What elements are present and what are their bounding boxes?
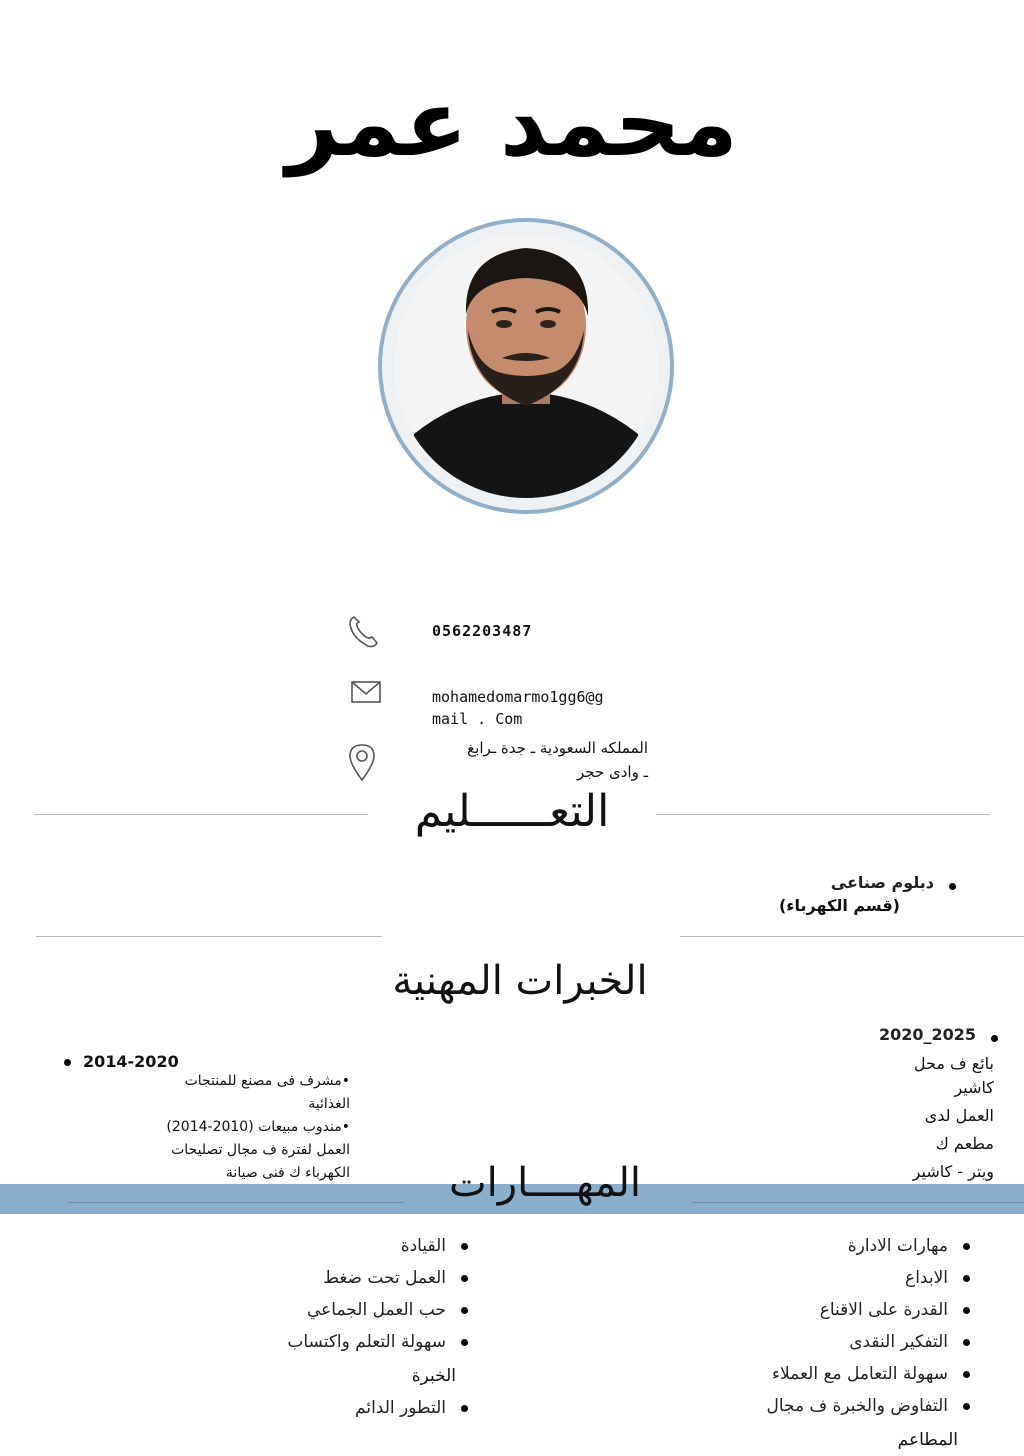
- skill-item: سهولة التعامل مع العملاء: [678, 1358, 978, 1390]
- skill-item: مهارات الادارة: [678, 1230, 978, 1262]
- skill-item: العمل تحت ضغط: [196, 1262, 476, 1294]
- experience-title: الخبرات المهنية: [392, 958, 648, 1004]
- experience-right-details: [794, 1052, 994, 1184]
- skill-item: التطور الدائم: [196, 1392, 476, 1424]
- degree: دبلوم صناعى: [830, 873, 934, 892]
- skill-item: القيادة: [196, 1230, 476, 1262]
- experience-line: العمل لفترة ف مجال تصليحات: [171, 1142, 350, 1158]
- department: (قسم الكهرباء): [778, 896, 900, 915]
- skill-item: سهولة التعلم واكتساب: [196, 1326, 476, 1358]
- skill-item: الابداع: [678, 1262, 978, 1294]
- person-photo-illustration: [394, 234, 658, 498]
- education-list: [664, 870, 964, 896]
- address-line-1: المملكه السعودية ـ جدة ـرابغ: [467, 739, 648, 757]
- experience-line: العمل لدى: [924, 1106, 994, 1125]
- phone-icon: [344, 612, 384, 652]
- experience-line: الغذائية: [308, 1096, 350, 1112]
- bullet: [64, 1059, 71, 1066]
- experience-line: الكهرباء ك فنى صيانة: [225, 1165, 350, 1181]
- divider: [68, 1202, 404, 1203]
- divider: [656, 814, 990, 815]
- address-line-2: ـ وادى حجر: [577, 763, 648, 781]
- experience-right-list: [806, 1022, 1006, 1048]
- divider: [680, 936, 1024, 937]
- skill-item: التفكير النقدى: [678, 1326, 978, 1358]
- experience-line: مطعم ك: [935, 1134, 994, 1153]
- list-item: [664, 870, 964, 896]
- profile-photo: [378, 218, 674, 514]
- skills-title: المهــــارات: [448, 1160, 641, 1206]
- experience-left-details: [100, 1070, 350, 1185]
- experience-line: بائع ف محل: [913, 1054, 994, 1073]
- skill-item: التفاوض والخبرة ف مجال: [678, 1390, 978, 1422]
- phone-number: 0562203487: [432, 622, 533, 640]
- skills-right-list: [678, 1230, 978, 1422]
- skill-item-continuation: الخبرة: [411, 1366, 456, 1386]
- email-line-1: mohamedomarmo1gg6@g: [432, 688, 604, 706]
- experience-period: 2014-2020: [83, 1052, 179, 1071]
- divider: [36, 936, 382, 937]
- avatar: [394, 234, 658, 498]
- applicant-name: محمد عمر: [286, 70, 738, 177]
- experience-period: 2025_2020: [878, 1025, 976, 1044]
- mail-icon: [344, 674, 384, 714]
- skills-left-list: [196, 1230, 476, 1358]
- skill-item: حب العمل الجماعي: [196, 1294, 476, 1326]
- skill-item: القدرة على الاقناع: [678, 1294, 978, 1326]
- experience-line: كاشير: [954, 1078, 994, 1097]
- list-item: [806, 1022, 1006, 1048]
- divider: [34, 814, 368, 815]
- skill-item-continuation: المطاعم: [897, 1430, 958, 1450]
- experience-line: •مندوب مبيعات (2010-2014): [166, 1119, 350, 1135]
- divider: [692, 1202, 1024, 1203]
- experience-line: •مشرف فى مصنع للمنتجات: [184, 1073, 350, 1089]
- location-pin-icon: [344, 742, 384, 782]
- experience-left-period-row: [64, 1052, 179, 1071]
- experience-line: ويتر - كاشير: [912, 1162, 994, 1181]
- education-title: التعــــــليم: [414, 786, 610, 837]
- email-line-2: mail . Com: [432, 710, 523, 728]
- skills-left-list-end: [196, 1392, 476, 1424]
